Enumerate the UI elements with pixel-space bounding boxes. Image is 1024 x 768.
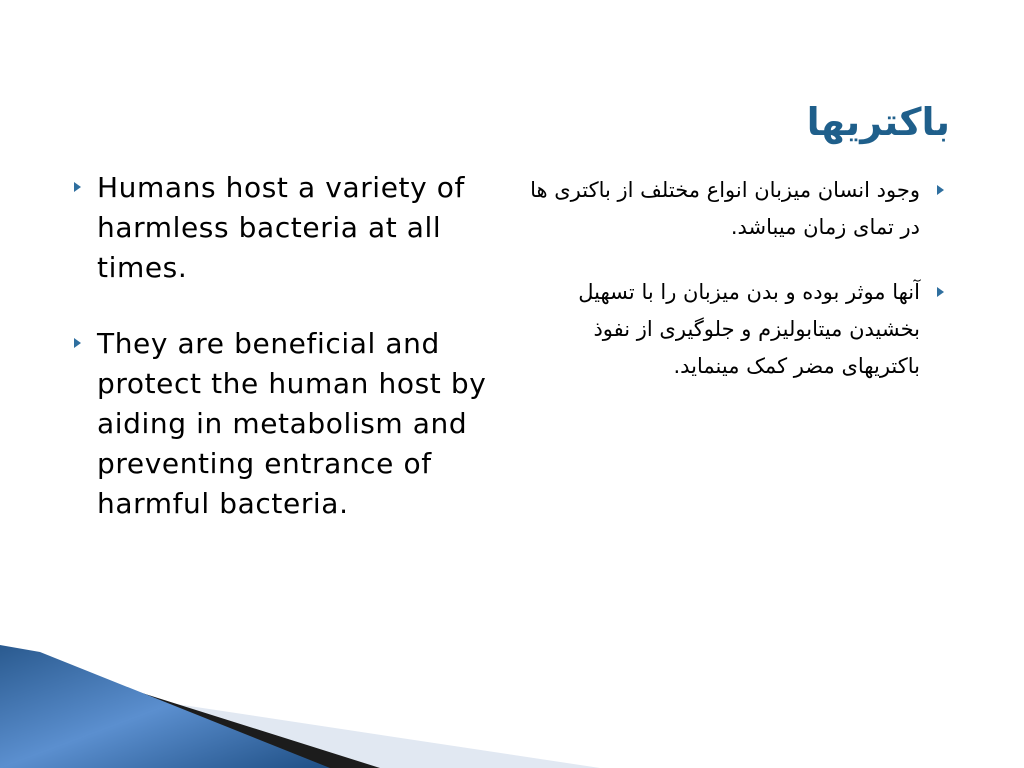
bullet-text: آنها موثر بوده و بدن میزبان را با تسهیل بخشیدن میتابولیزم و جلوگیری از نفوذ باکتریهای مضر کمک مینماید. xyxy=(578,280,920,378)
bullet-text: Humans host a variety of harmless bacteria at all times. xyxy=(97,171,465,284)
bullet-text: They are beneficial and protect the human host by aiding in metabolism and preventing entrance of harmful bacteria. xyxy=(97,327,487,520)
bullet-text: وجود انسان میزبان انواع مختلف از باکتری ها در تمای زمان میباشد. xyxy=(530,178,920,239)
slide-title: باکتریها xyxy=(806,100,950,144)
